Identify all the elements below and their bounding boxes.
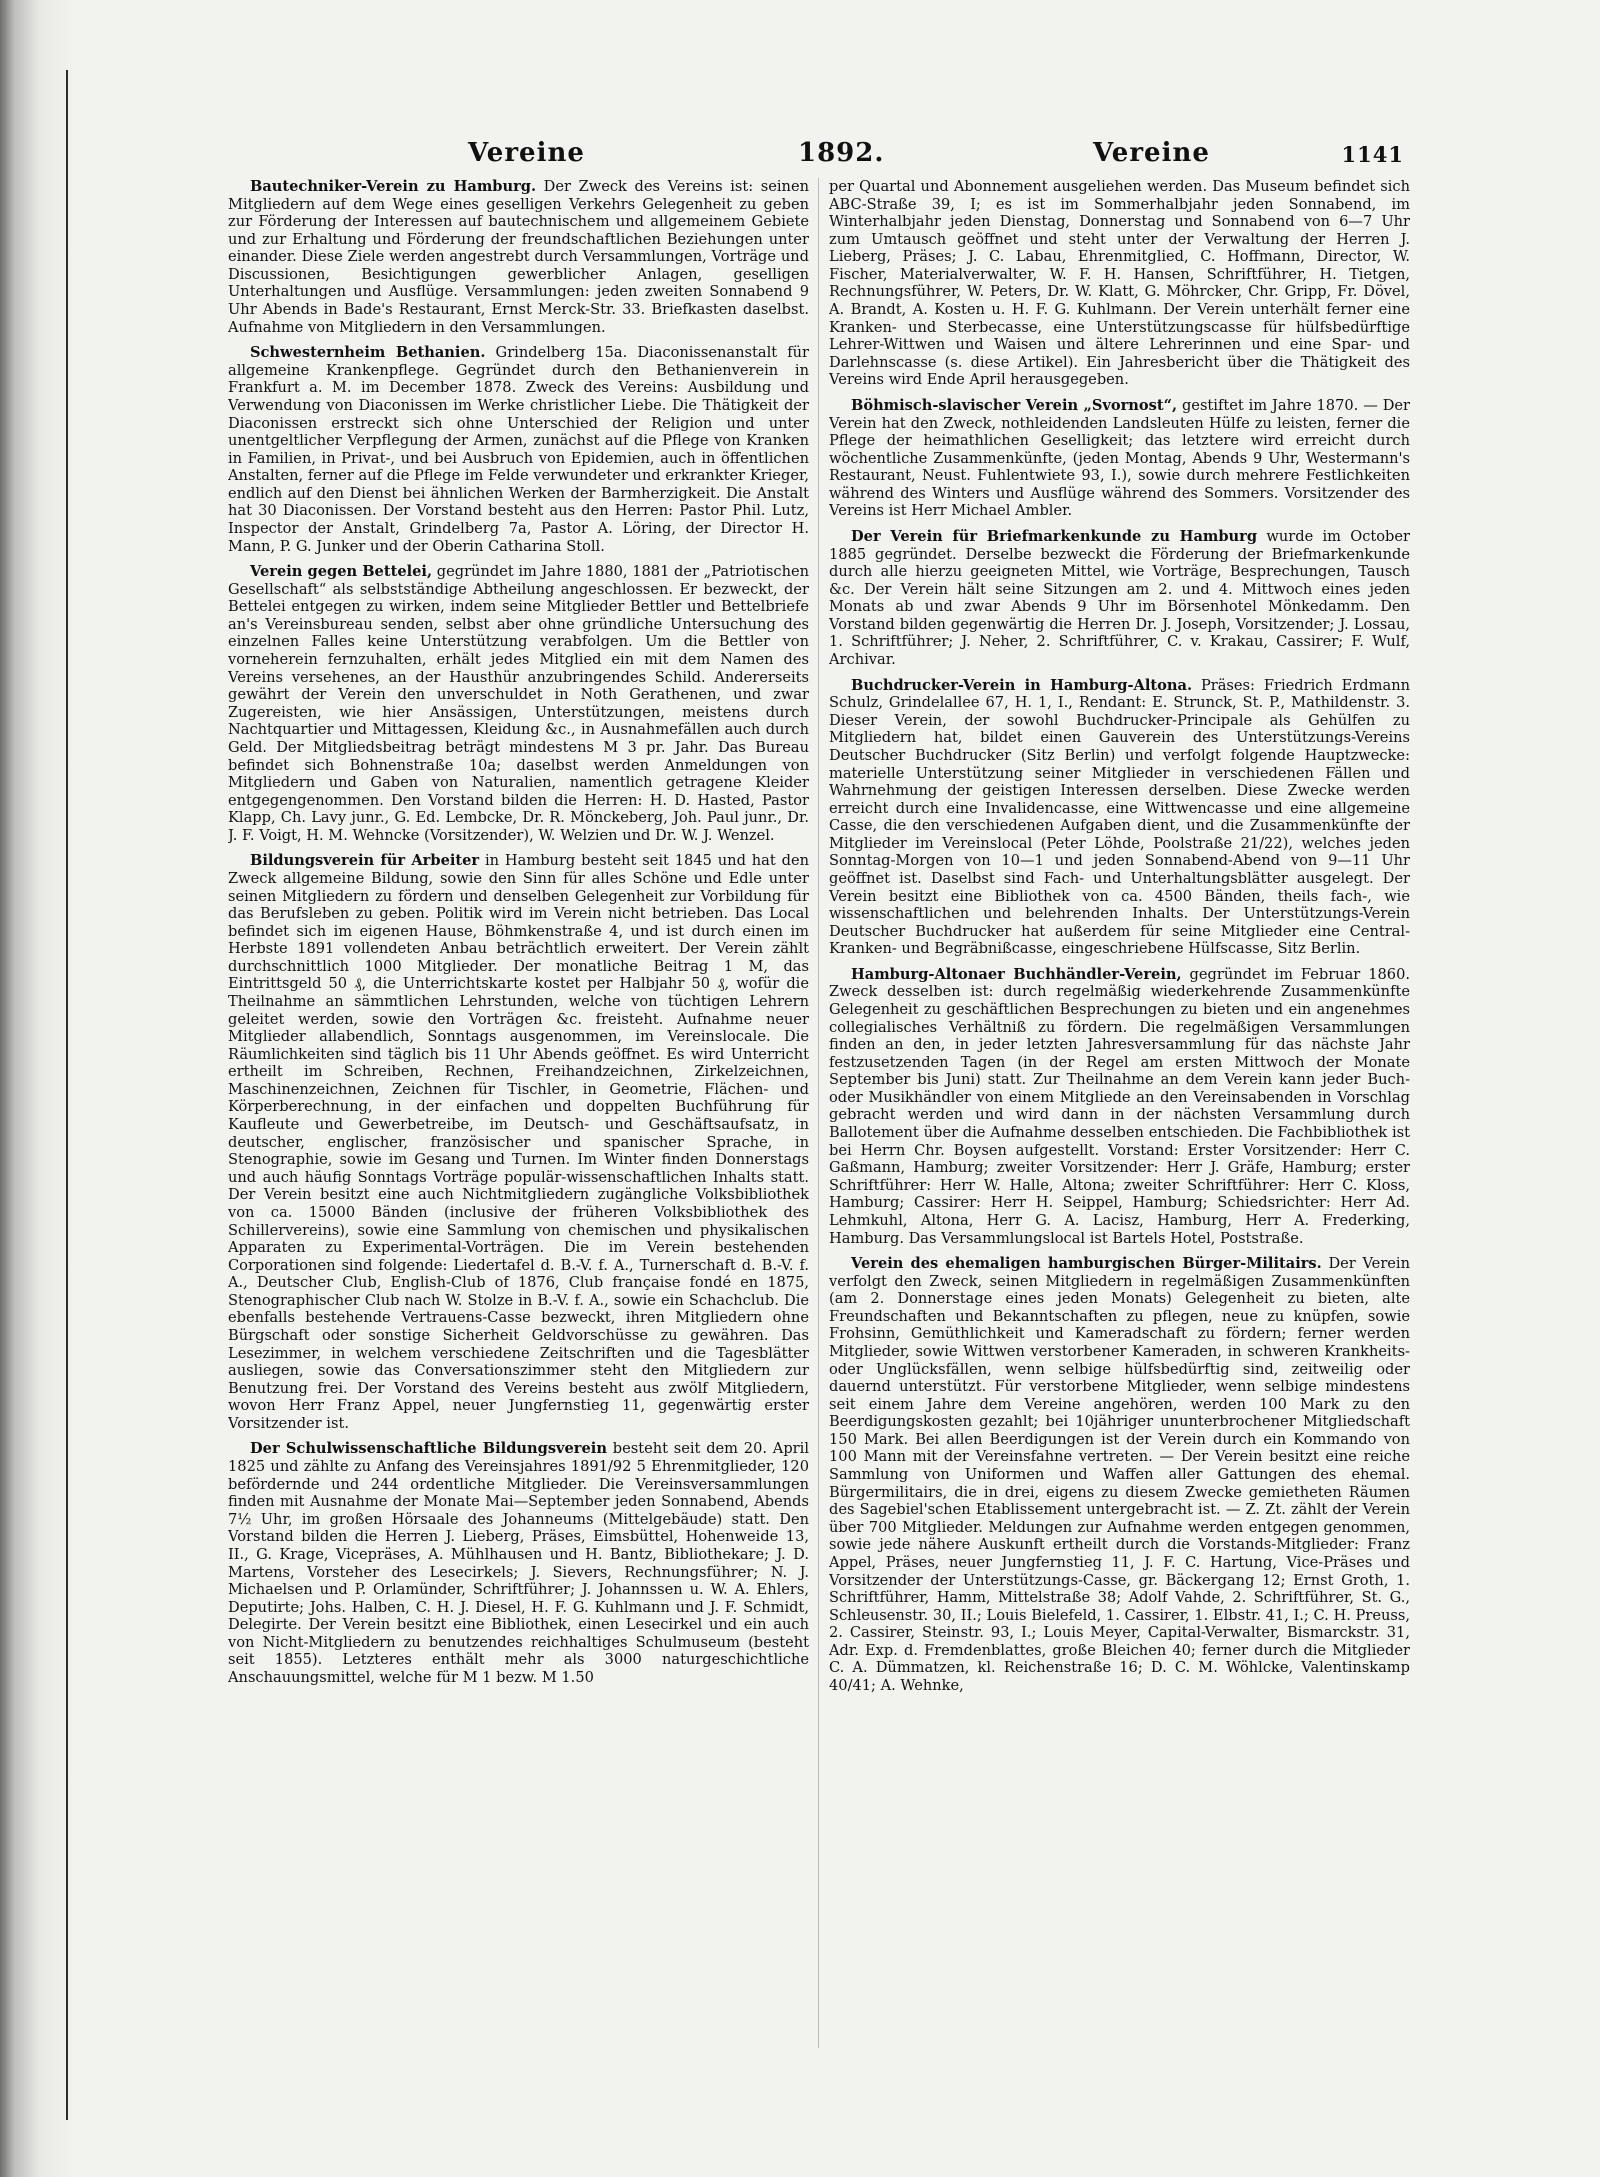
- gutter-line: [66, 70, 68, 2120]
- entry-title: Verein des ehemaligen hamburgischen Bürger-Militairs.: [851, 1255, 1322, 1273]
- entry-schulwissenschaftlicher-bildungsverein: [228, 1440, 809, 1686]
- entry-text: per Quartal und Abonnement ausgeliehen werden. Das Museum befindet sich ABC-Straße 39, I; es ist im Sommerhalbjahr jeden Sonnabend, im Winterhalbjahr jeden Dienstag, Donnerstag und Sonnabend von 6—7 Uhr zum Umtausch geöffnet und steht unter der Verwaltung der Herren J. Lieberg, Präses; J. C. Labau, Ehrenmitglied, C. Hoffmann, Director, W. Fischer, Materialverwalter, W. F. H. Hansen, Schriftführer, H. Tietgen, Rechnungsführer, W. Peters, Dr. W. Klatt, G. Möhrcker, Chr. Gripp, Fr. Dövel, A. Brandt, A. Kosten u. H. F. G. Kuhlmann. Der Verein unterhält ferner eine Kranken- und Sterbecasse, eine Unterstützungscasse für hülfsbedürftige Lehrer-Wittwen und Waisen und ältere Lehrerinnen und eine Spar- und Darlehnscasse (s. diese Artikel). Ein Jahresbericht über die Thätigkeit des Vereins wird Ende April herausgegeben.: [829, 178, 1410, 389]
- right-column: [829, 178, 1410, 2058]
- entry-buerger-militair: [829, 1255, 1410, 1694]
- entry-text: gestiftet im Jahre 1870. — Der Verein hat den Zweck, nothleidenden Landsleuten Hülfe zu leisten, ferner die Pflege der heimathlichen Geselligkeit; das letztere wird erreicht durch wöchentliche Zusammenkünfte, (jeden Montag, Abends 9 Uhr, Westermann's Restaurant, Neust. Fuhlentwiete 93, I.), sowie durch mehrere Festlichkeiten während des Winters und Ausflüge während des Sommers. Vorsitzender des Vereins ist Herr Michael Ambler.: [829, 396, 1410, 520]
- entry-verein-gegen-bettelei: [228, 563, 809, 844]
- entry-text: besteht seit dem 20. April 1825 und zählte zu Anfang des Vereinsjahres 1891/92 5 Ehrenmitglieder, 120 befördernde und 244 ordentliche Mitglieder. Die Vereinsversammlungen finden mit Ausnahme der Monate Mai—September jeden Sonnabend, Abends 7½ Uhr, im großen Hörsaale des Johanneums (Mittelgebäude) statt. Den Vorstand bilden die Herren J. Lieberg, Präses, Eimsbüttel, Hohenweide 13, II., G. Krage, Vicepräses, A. Mühlhausen und H. Bantz, Bibliothekare; J. D. Martens, Vorsteher des Lesecirkels; J. Sievers, Rechnungsführer; N. J. Michaelsen und P. Orlamünder, Schriftführer; J. Johannssen u. W. A. Ehlers, Deputirte; Johs. Halben, C. H. J. Diesel, H. F. G. Kuhlmann und J. F. Schmidt, Delegirte. Der Verein besitzt eine Bibliothek, einen Lesecirkel und ein auch von Nicht-Mitgliedern zu benutzendes reichhaltiges Schulmuseum (besteht seit 1855). Letzteres enthält mehr als 3000 naturgeschichtliche Anschauungsmittel, welche für M 1 bezw. M 1.50: [228, 1440, 809, 1686]
- entry-text: in Hamburg besteht seit 1845 und hat den Zweck allgemeine Bildung, sowie den Sinn für alles Schöne und Edle unter seinen Mitgliedern zu fördern und denselben Gelegenheit zur Vorbildung für das Berufsleben zu geben. Politik wird im Verein nicht betrieben. Das Local befindet sich im eigenen Hause, Böhmkenstraße 4, und ist durch einen im Herbste 1891 vollendeten Anbau beträchtlich erweitert. Der Verein zählt durchschnittlich 1000 Mitglieder. Der monatliche Beitrag 1 M, das Eintrittsgeld 50 ₰, die Unterrichtskarte kostet per Halbjahr 50 ₰, wofür die Theilnahme an sämmtlichen Lehrstunden, welche von tüchtigen Lehrern geleitet werden, sowie den Vorträgen &c. freisteht. Aufnahme neuer Mitglieder allabendlich, Sonntags ausgenommen, im Vereinslocale. Die Räumlichkeiten sind täglich bis 11 Uhr Abends geöffnet. Es wird Unterricht ertheilt im Schreiben, Rechnen, Freihandzeichnen, Zirkelzeichnen, Maschinenzeichnen, Zeichnen für Tischler, in Geometrie, Flächen- und Körperberechnung, in der einfachen und doppelten Buchführung für Kaufleute und Gewerbetreibe, im Deutsch- und Geschäftsaufsatz, in deutscher, englischer, französischer und spanischer Sprache, in Stenographie, sowie im Gesang und Turnen. Im Winter finden Donnerstags und auch häufig Sonntags Vorträge populär-wissenschaftlichen Inhalts statt. Der Verein besitzt eine auch Nichtmitgliedern zugängliche Volksbibliothek von ca. 15000 Bänden (inclusive der früheren Volksbibliothek des Schillervereins), sowie eine Sammlung von chemischen und physikalischen Apparaten zu Experimental-Vorträgen. Die im Verein bestehenden Corporationen sind folgende: Liedertafel d. B.-V. f. A., Turnerschaft d. B.-V. f. A., Deutscher Club, English-Club of 1876, Club française fondé en 1875, Stenographischer Club nach W. Stolze in B.-V. f. A., sowie ein Schachclub. Die ebenfalls bestehende Vertrauens-Casse bezweckt, ihren Mitgliedern ohne Bürgschaft oder sonstige Sicherheit Geldvorschüsse zu gewähren. Das Lesezimmer, in welchem verschiedene Zeitschriften und die Tagesblätter ausliegen, sowie das Conversationszimmer steht den Mitgliedern zur Benutzung frei. Der Vorstand des Vereins besteht aus zwölf Mitgliedern, wovon Herr Franz Appel, neuer Jungfernstieg 11, gegenwärtig erster Vorsitzender ist.: [228, 852, 809, 1432]
- entry-title: Hamburg-Altonaer Buchhändler-Verein,: [851, 965, 1182, 983]
- page-number: 1141: [1341, 142, 1404, 167]
- running-header: [228, 138, 1410, 178]
- entry-text: Präses: Friedrich Erdmann Schulz, Grindelallee 67, H. 1, I., Rendant: E. Strunck, St. P., Mathildenstr. 3. Dieser Verein, der sowohl Buchdrucker-Principale als Gehülfen zu Mitgliedern hat, bildet einen Gauverein des Unterstützungs-Vereins Deutscher Buchdrucker (Sitz Berlin) und verfolgt folgende Hauptzwecke: materielle Unterstützung seiner Mitglieder in verschiedenen Fällen und Wahrnehmung der geistigen Interessen derselben. Diese Zwecke werden erreicht durch eine Invalidencasse, eine Wittwencasse und eine allgemeine Casse, die den verschiedenen Aufgaben dient, und die Zusammenkünfte der Mitglieder im Vereinslocal (Peter Löhde, Poolstraße 21/22), welches jeden Sonntag-Morgen von 10—1 und jeden Sonnabend-Abend von 9—11 Uhr geöffnet ist. Daselbst sind Fach- und Unterhaltungsblätter ausgelegt. Der Verein besitzt eine Bibliothek von ca. 4500 Bänden, theils fach-, wie wissenschaftlichen und belehrenden Inhalts. Der Unterstützungs-Verein Deutscher Buchdrucker hat außerdem für seine Mitglieder eine Central-Kranken- und Begräbnißcasse, eingeschriebene Hülfscasse, Sitz Berlin.: [829, 676, 1410, 958]
- header-year: 1892.: [798, 138, 885, 168]
- entry-text: Grindelberg 15a. Diaconissenanstalt für allgemeine Krankenpflege. Gegründet durch den Bethanienverein in Frankfurt a. M. im December 1878. Zweck des Vereins: Ausbildung und Verwendung von Diaconissen im Werke christlicher Liebe. Die Thätigkeit der Diaconissen erstreckt sich ohne Unterschied der Religion und unter unentgeltlicher Verpflegung der Armen, zunächst auf die Pflege von Kranken in Familien, in Privat-, und bei Ausbruch von Epidemien, auch in öffentlichen Anstalten, ferner auf die Pflege im Felde verwundeter und erkrankter Krieger, endlich auf den Dienst bei ähnlichen Werken der Barmherzigkeit. Die Anstalt hat 30 Diaconissen. Der Vorstand besteht aus den Herren: Pastor Phil. Lutz, Inspector der Anstalt, Grindelberg 7a, Pastor A. Löring, der Director H. Mann, P. G. Junker und der Oberin Catharina Stoll.: [228, 344, 809, 555]
- entry-text: Der Verein verfolgt den Zweck, seinen Mitgliedern in regelmäßigen Zusammenkünften (am 2. Donnerstage eines jeden Monats) Gelegenheit zu bieten, alte Freundschaften und Bekanntschaften zu pflegen, neue zu knüpfen, sowie Frohsinn, Gemüthlichkeit und Kameradschaft zu fördern; ferner werden Mitglieder, sowie Wittwen verstorbener Kameraden, in schweren Krankheits- oder Unglücksfällen, wenn selbige hülfsbedürftig sind, zeitweilig oder dauernd unterstützt. Für verstorbene Mitglieder, wenn selbige mindestens seit einem Jahre dem Vereine angehören, werden 100 Mark zu den Beerdigungskosten gezahlt; bei 10jähriger ununterbrochener Mitgliedschaft 150 Mark. Bei allen Beerdigungen ist der Verein durch ein Kommando von 100 Mann mit der Vereinsfahne vertreten. — Der Verein besitzt eine reiche Sammlung von Uniformen und Waffen aller Gattungen des ehemal. Bürgermilitairs, die in drei, eigens zu diesem Zwecke gemietheten Räumen des Sagebiel'schen Etablissement untergebracht ist. — Z. Zt. zählt der Verein über 700 Mitglieder. Meldungen zur Aufnahme werden entgegen genommen, sowie jede nähere Auskunft ertheilt durch die Vorstands-Mitglieder: Franz Appel, Präses, neuer Jungfernstieg 11, J. F. C. Hartung, Vice-Präses und Vorsitzender der Unterstützungs-Casse, gr. Bäckergang 12; Ernst Groth, 1. Schriftführer, Hamm, Mittelstraße 38; Adolf Vahde, 2. Schriftführer, St. G., Schleusenstr. 30, II.; Louis Bielefeld, 1. Cassirer, 1. Elbstr. 41, I.; C. H. Preuss, 2. Cassirer, Steinstr. 93, I.; Louis Meyer, Capital-Verwalter, Bismarckstr. 31, Adr. Exp. d. Fremdenblattes, große Bleichen 40; ferner durch die Mitglieder C. A. Dümmatzen, kl. Reichenstraße 16; D. C. M. Wöhlcke, Valentinskamp 40/41; A. Wehnke,: [829, 1255, 1410, 1694]
- entry-title: Der Verein für Briefmarkenkunde zu Hamburg: [851, 527, 1258, 545]
- entry-bildungsverein-arbeiter: [228, 852, 809, 1432]
- entry-continuation: [829, 178, 1410, 389]
- entry-schwesternheim-bethanien: [228, 344, 809, 555]
- entry-title: Verein gegen Bettelei,: [250, 563, 433, 581]
- entry-title: Schwesternheim Bethanien.: [250, 344, 486, 362]
- entry-title: Der Schulwissenschaftliche Bildungsverein: [250, 1440, 607, 1458]
- entry-buchhaendler-verein: [829, 966, 1410, 1247]
- entry-title: Buchdrucker-Verein in Hamburg-Altona.: [851, 676, 1193, 694]
- text-columns: [228, 178, 1410, 2058]
- entry-text: wurde im October 1885 gegründet. Derselbe bezweckt die Förderung der Briefmarkenkunde durch alle hierzu geeigneten Mittel, wie Vorträge, Besprechungen, Tausch &c. Der Verein hält seine Sitzungen am 2. und 4. Mittwoch eines jeden Monats ab und zwar Abends 9 Uhr im Börsenhotel Mönkedamm. Den Vorstand bilden gegenwärtig die Herren Dr. J. Joseph, Vorsitzender; J. Lossau, 1. Schriftführer; J. Neher, 2. Schriftführer, C. v. Krakau, Cassirer; F. Wulf, Archivar.: [829, 527, 1410, 669]
- entry-bautechniker-verein: [228, 178, 809, 336]
- entry-text: gegründet im Februar 1860. Zweck desselben ist: durch regelmäßig wiederkehrende Zusammenkünfte Gelegenheit zu geschäftlichen Besprechungen zu bieten und ein angenehmes collegialisches Verhältniß zu fördern. Die regelmäßigen Versammlungen finden an den, in jeder letzten Jahresversammlung für das nächste Jahr festzusetzenden Tagen (in der Regel am ersten Mittwoch der Monate September bis Juni) statt. Zur Theilnahme an dem Verein kann jeder Buch- oder Musikhändler von einem Mitgliede an den Vereinsabenden in Vorschlag gebracht werden und wird dann in der nächsten Versammlung durch Ballotement über die Aufnahme desselben entschieden. Die Fachbibliothek ist bei Herrn Chr. Boysen aufgestellt. Vorstand: Erster Vorsitzender: Herr C. Gaßmann, Hamburg; zweiter Vorsitzender: Herr J. Gräfe, Hamburg; erster Schriftführer: Herr W. Halle, Altona; zweiter Schriftführer: Herr C. Kloss, Hamburg; Cassirer: Herr H. Seippel, Hamburg; Schiedsrichter: Herr Ad. Lehmkuhl, Altona, Herr G. A. Lacisz, Hamburg, Herr A. Frederking, Hamburg. Das Versammlungslocal ist Bartels Hotel, Poststraße.: [829, 965, 1410, 1247]
- entry-svornost: [829, 397, 1410, 520]
- entry-text: gegründet im Jahre 1880, 1881 der „Patriotischen Gesellschaft“ als selbstständige Abtheilung angeschlossen. Er bezweckt, der Bettelei entgegen zu wirken, indem seine Mitglieder Bettler und Bettelbriefe an's Vereinsbureau senden, selbst aber ohne gründliche Untersuchung des einzelnen Falles keine Unterstützung verabfolgen. Um die Bettler von vorneherein fernzuhalten, erhält jedes Mitglied ein mit dem Namen des Vereins versehenes, an der Hausthür anzubringendes Schild. Andererseits gewährt der Verein den unverschuldet in Noth Gerathenen, und zwar Zugereisten, wie hier Ansässigen, Unterstützungen, meistens durch Nachtquartier und Mittagessen, Kleidung &c., in Ausnahmefällen auch durch Geld. Der Mitgliedsbeitrag beträgt mindestens M 3 pr. Jahr. Das Bureau befindet sich Bohnenstraße 10a; daselbst werden Anmeldungen von Mitgliedern und Gaben von Naturalien, namentlich getragene Kleider entgegengenommen. Den Vorstand bilden die Herren: H. D. Hasted, Pastor Klapp, Ch. Lavy junr., G. Ed. Lembcke, Dr. R. Mönckeberg, Joh. Paul junr., Dr. J. F. Voigt, H. M. Wehncke (Vorsitzender), W. Welzien und Dr. W. J. Wenzel.: [228, 563, 809, 844]
- document-page: [228, 138, 1410, 2058]
- header-left-title: Vereine: [468, 138, 585, 168]
- entry-buchdrucker-verein: [829, 677, 1410, 958]
- entry-text: Der Zweck des Vereins ist: seinen Mitgliedern auf dem Wege eines geselligen Verkehrs Gelegenheit zu geben zur Förderung der Interessen auf bautechnischem und allgemeinem Gebiete und zur Erhaltung und Förderung der freundschaftlichen Beziehungen unter einander. Diese Ziele werden angestrebt durch Versammlungen, Vorträge und Discussionen, Besichtigungen gewerblicher Anlagen, geselligen Unterhaltungen und Ausflüge. Versammlungen: jeden zweiten Sonnabend 9 Uhr Abends in Bade's Restaurant, Ernst Merck-Str. 33. Briefkasten daselbst. Aufnahme von Mitgliedern in den Versammlungen.: [228, 178, 809, 336]
- entry-title: Böhmisch-slavischer Verein „Svornost“,: [851, 396, 1178, 414]
- header-right-title: Vereine: [1093, 138, 1210, 168]
- left-column: [228, 178, 809, 2058]
- entry-title: Bildungsverein für Arbeiter: [250, 852, 480, 870]
- page-binding-shadow: [0, 0, 75, 2177]
- entry-title: Bautechniker-Verein zu Hamburg.: [250, 178, 537, 195]
- entry-briefmarkenkunde: [829, 528, 1410, 669]
